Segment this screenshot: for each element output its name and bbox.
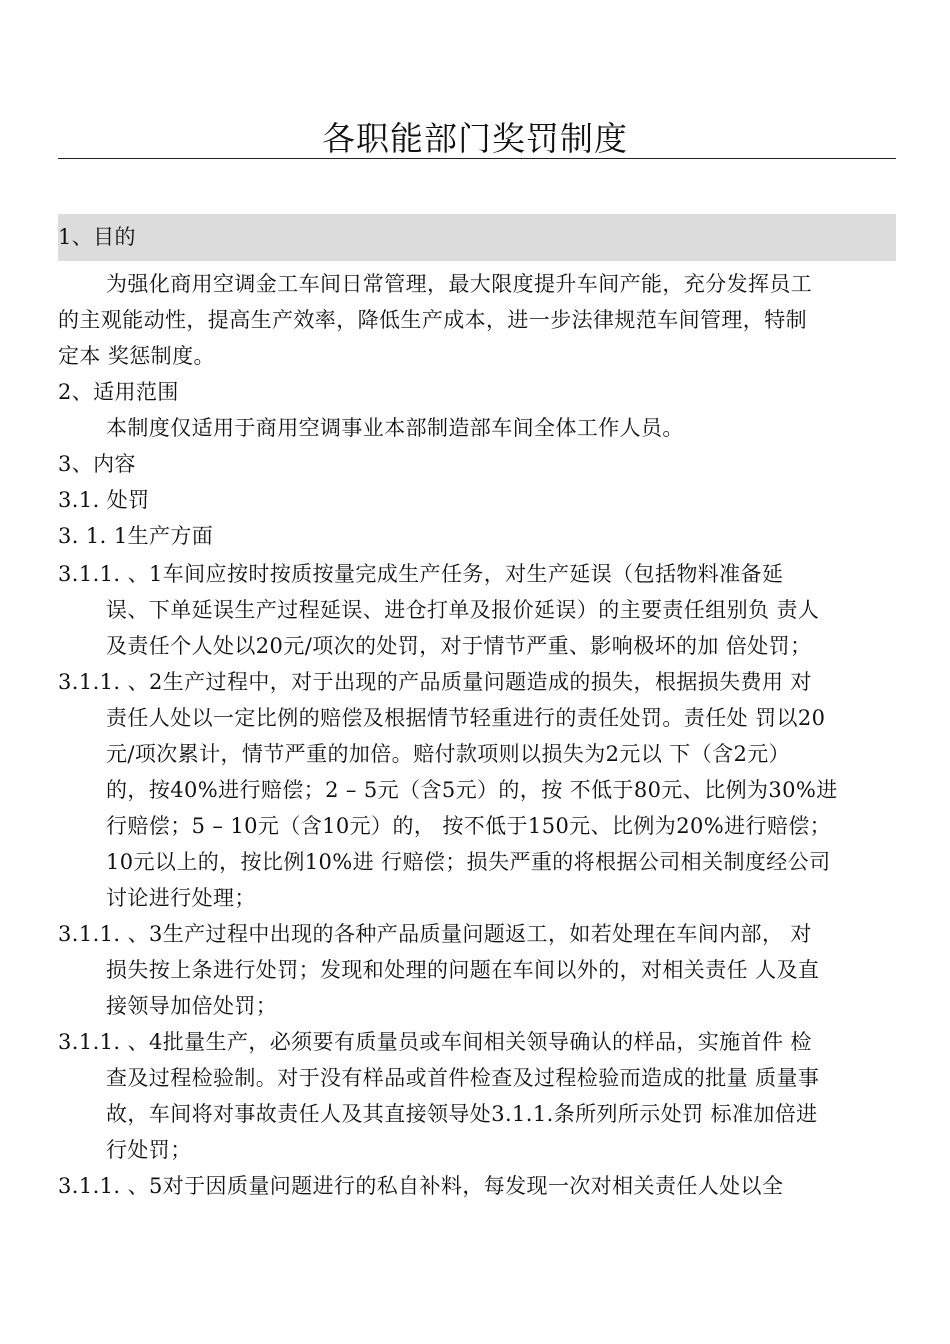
clause-line: 3.1.1. 、2生产过程中，对于出现的产品质量问题造成的损失，根据损失费用 对 bbox=[58, 670, 812, 694]
clause-line: 责任人处以一定比例的赔偿及根据情节轻重进行的责任处罚。责任处 罚以20 bbox=[106, 706, 826, 730]
clause-line: 行处罚； bbox=[106, 1138, 192, 1162]
clause-line: 3.1.1. 、1车间应按时按质按量完成生产任务，对生产延误（包括物料准备延 bbox=[58, 562, 784, 586]
section-heading-shading bbox=[58, 214, 896, 261]
clause-line: 3.1.1. 、5对于因质量问题进行的私自补料，每发现一次对相关责任人处以全 bbox=[58, 1174, 784, 1198]
clause-line: 误、下单延误生产过程延误、进仓打单及报价延误）的主要责任组别负 责人 bbox=[106, 598, 820, 622]
clause-line: 接领导加倍处罚； bbox=[106, 994, 278, 1018]
clause-line: 讨论进行处理； bbox=[106, 886, 256, 910]
clause-line: 元/项次累计，情节严重的加倍。赔付款项则以损失为2元以 下（含2元） bbox=[106, 742, 791, 766]
subsection-heading: 3.1. 处罚 bbox=[58, 488, 150, 512]
section-heading-content: 3、内容 bbox=[58, 452, 136, 476]
document-title: 各职能部门奖罚制度 bbox=[322, 119, 628, 158]
clause-line: 3.1.1. 、4批量生产，必须要有质量员或车间相关领导确认的样品，实施首件 检 bbox=[58, 1030, 812, 1054]
clause-line: 故，车间将对事故责任人及其直接领导处3.1.1.条所列所示处罚 标准加倍进 bbox=[106, 1102, 818, 1126]
section-heading-purpose: 1、目的 bbox=[58, 225, 136, 249]
section-heading-scope: 2、适用范围 bbox=[58, 380, 179, 404]
clause-line: 的，按40%进行赔偿；2 – 5元（含5元）的，按 不低于80元、比例为30%进 bbox=[106, 778, 838, 802]
paragraph-line: 定本 奖惩制度。 bbox=[58, 344, 215, 368]
title-underline bbox=[58, 158, 896, 159]
clause-line: 3.1.1. 、3生产过程中出现的各种产品质量问题返工，如若处理在车间内部， 对 bbox=[58, 922, 812, 946]
clause-line: 行赔偿；5 – 10元（含10元）的， 按不低于150元、比例为20%进行赔偿； bbox=[106, 814, 832, 838]
clause-line: 查及过程检验制。对于没有样品或首件检查及过程检验而造成的批量 质量事 bbox=[106, 1066, 820, 1090]
clause-line: 10元以上的，按比例10%进 行赔偿；损失严重的将根据公司相关制度经公司 bbox=[106, 850, 831, 874]
subsection-heading: 3. 1. 1生产方面 bbox=[58, 524, 214, 548]
paragraph-line: 本制度仅适用于商用空调事业本部制造部车间全体工作人员。 bbox=[106, 416, 684, 440]
clause-line: 损失按上条进行处罚；发现和处理的问题在车间以外的，对相关责任 人及直 bbox=[106, 958, 820, 982]
paragraph-line: 为强化商用空调金工车间日常管理，最大限度提升车间产能，充分发挥员工 bbox=[106, 272, 813, 296]
paragraph-line: 的主观能动性，提高生产效率，降低生产成本，进一步法律规范车间管理，特制 bbox=[58, 308, 807, 332]
clause-line: 及责任个人处以20元/项次的处罚，对于情节严重、影响极坏的加 倍处罚； bbox=[106, 634, 812, 658]
